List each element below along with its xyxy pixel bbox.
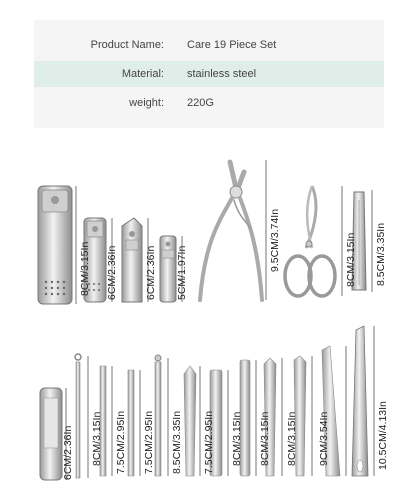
scissors-icon <box>285 186 335 296</box>
spec-value: Care 19 Piece Set <box>187 39 277 51</box>
spec-value: stainless steel <box>187 68 257 80</box>
dim-label-small-clipper: 5CM/1.97In <box>176 245 188 300</box>
small-nail-clipper-icon <box>160 236 176 302</box>
foot-file-icon <box>352 326 368 476</box>
dim-label-slant-clipper: 6CM/2.36In <box>145 245 157 300</box>
dim-label-large-clipper: 8CM/3.15In <box>79 241 91 296</box>
spec-label: Material: <box>121 68 164 80</box>
dim-label-nail-cleaner: 7.5CM/2.95In <box>143 410 155 474</box>
dim-label-cuticle-pusher: 7.5CM/2.95In <box>115 410 127 474</box>
nail-file-icon <box>40 388 62 480</box>
dim-label-flat-file: 8CM/3.15In <box>231 411 243 466</box>
dim-label-cuticle-nipper: 9.5CM/3.74In <box>269 208 281 272</box>
dim-label-blackhead-remover: 8CM/3.15In <box>259 411 271 466</box>
dim-label-scissors: 8CM/3.15In <box>345 232 357 287</box>
dim-label-ear-pick: 8CM/3.15In <box>91 411 103 466</box>
dim-label-v-pusher: 7.5CM/2.95In <box>203 410 215 474</box>
spec-label: Product Name: <box>90 39 164 51</box>
nail-cleaner-icon <box>128 370 134 476</box>
dim-label-nail-file: 6CM/2.36In <box>62 425 74 480</box>
spec-label: weight: <box>129 97 164 109</box>
dim-label-cuticle-trimmer: 8.5CM/3.35In <box>171 410 183 474</box>
v-pusher-icon <box>184 366 196 476</box>
dim-label-tweezers: 8.5CM/3.35In <box>375 222 387 286</box>
dim-label-medium-clipper: 6CM/2.36In <box>106 245 118 300</box>
cuticle-nipper-icon <box>200 162 262 300</box>
ear-pick-icon <box>75 354 81 478</box>
cuticle-trimmer-icon <box>155 355 161 476</box>
large-nail-clipper-icon <box>38 186 72 304</box>
spec-value: 220G <box>187 97 214 109</box>
slant-nail-clipper-icon <box>122 218 142 302</box>
dim-label-pedicure-knife: 8CM/3.15In <box>286 411 298 466</box>
dim-label-foot-file: 10.5CM/4.13In <box>377 401 389 470</box>
dim-label-slant-tweezers: 9CM/3.54In <box>318 411 330 466</box>
